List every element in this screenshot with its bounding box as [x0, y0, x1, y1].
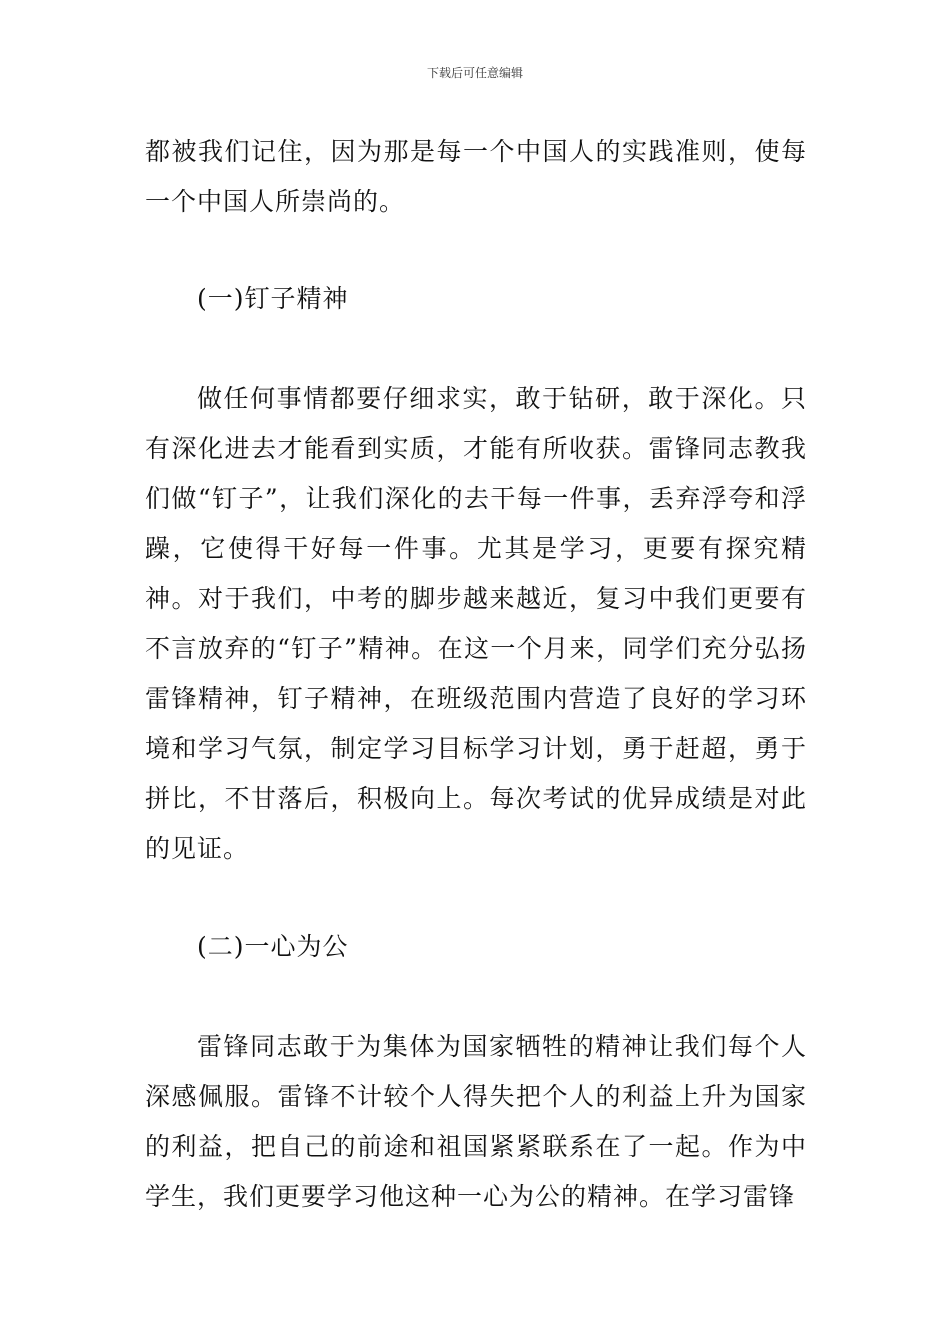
paragraph-nail-spirit: 做任何事情都要仔细求实，敢于钻研，敢于深化。只有深化进去才能看到实质，才能有所收获。雷锋同志教我们做“钉子”，让我们深化的去干每一件事，丢弃浮夸和浮躁，它使得干好每一件事。尤其是学习，更要有探究精神。对于我们，中考的脚步越来越近，复习中我们更要有不言放弃的“钉子”精神。在这一个月来，同学们充分弘扬雷锋精神，钉子精神，在班级范围内营造了良好的学习环境和学习气氛，制定学习目标学习计划，勇于赶超，勇于拼比，不甘落后，积极向上。每次考试的优异成绩是对此的见证。 [145, 384, 807, 863]
header-note: 下载后可任意编辑 [426, 66, 523, 80]
paragraph-selfless: 雷锋同志敢于为集体为国家牺牲的精神让我们每个人深感佩服。雷锋不计较个人得失把个人的利益上升为国家的利益，把自己的前途和祖国紧紧联系在了一起。作为中学生，我们更要学习他这种一心为公的精神。在学习雷锋 [145, 1032, 807, 1211]
paragraph-continuation: 都被我们记住，因为那是每一个中国人的实践准则，使每一个中国人所崇尚的。 [145, 137, 807, 216]
section-heading-nail-spirit: (一)钉子精神 [197, 284, 349, 313]
section-heading-selfless: (二)一心为公 [197, 932, 349, 961]
